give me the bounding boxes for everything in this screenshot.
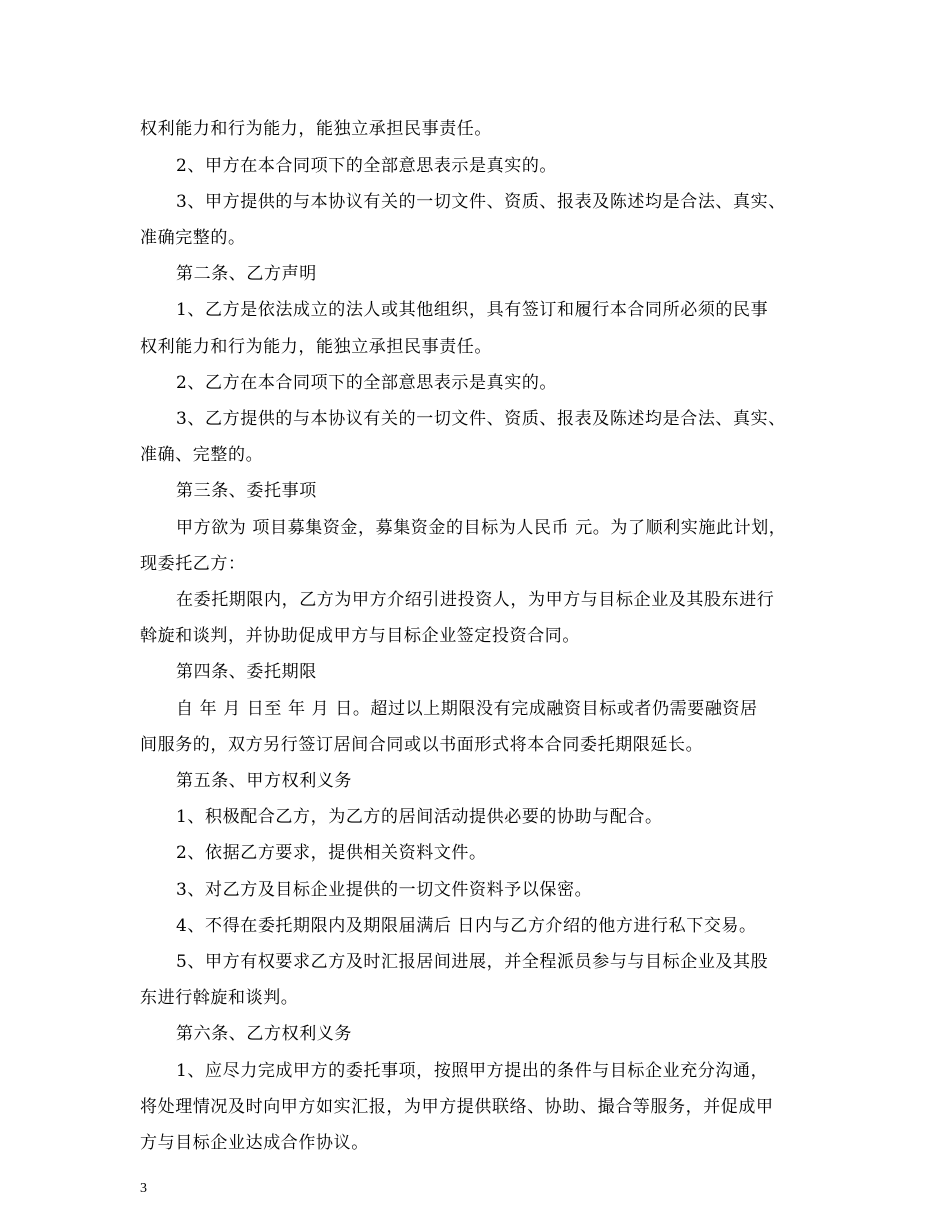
section-heading: 第六条、乙方权利义务 xyxy=(176,1024,352,1044)
section-heading: 第二条、乙方声明 xyxy=(176,264,317,284)
text-line: 3、乙方提供的与本协议有关的一切文件、资质、报表及陈述均是合法、真实、 xyxy=(176,409,786,429)
text-line: 将处理情况及时向甲方如实汇报，为甲方提供联络、协助、撮合等服务，并促成甲 xyxy=(140,1097,774,1117)
text-line: 甲方欲为 项目募集资金，募集资金的目标为人民币 元。为了顺利实施此计划， xyxy=(176,518,787,538)
text-line: 斡旋和谈判，并协助促成甲方与目标企业签定投资合同。 xyxy=(140,626,580,646)
text-line: 2、甲方在本合同项下的全部意思表示是真实的。 xyxy=(176,156,558,176)
text-line: 4、不得在委托期限内及期限届满后 日内与乙方介绍的他方进行私下交易。 xyxy=(176,916,757,936)
text-line: 5、甲方有权要求乙方及时汇报居间进展，并全程派员参与与目标企业及其股 xyxy=(176,952,769,972)
text-line: 现委托乙方： xyxy=(140,554,246,574)
text-line: 方与目标企业达成合作协议。 xyxy=(140,1133,369,1153)
text-line: 1、应尽力完成甲方的委托事项，按照甲方提出的条件与目标企业充分沟通， xyxy=(176,1061,769,1081)
text-line: 权利能力和行为能力，能独立承担民事责任。 xyxy=(140,119,492,139)
text-line: 3、对乙方及目标企业提供的一切文件资料予以保密。 xyxy=(176,880,593,900)
text-line: 1、乙方是依法成立的法人或其他组织，具有签订和履行本合同所必须的民事 xyxy=(176,300,769,320)
page-number: 3 xyxy=(140,1181,147,1196)
text-line: 准确、完整的。 xyxy=(140,445,264,465)
text-line: 准确完整的。 xyxy=(140,228,246,248)
text-line: 2、依据乙方要求，提供相关资料文件。 xyxy=(176,843,487,863)
section-heading: 第五条、甲方权利义务 xyxy=(176,771,352,791)
text-line: 自 年 月 日至 年 月 日。超过以上期限没有完成融资目标或者仍需要融资居 xyxy=(176,699,758,719)
text-line: 3、甲方提供的与本协议有关的一切文件、资质、报表及陈述均是合法、真实、 xyxy=(176,192,786,212)
text-line: 在委托期限内，乙方为甲方介绍引进投资人，为甲方与目标企业及其股东进行 xyxy=(176,590,775,610)
text-line: 权利能力和行为能力，能独立承担民事责任。 xyxy=(140,337,492,357)
text-line: 2、乙方在本合同项下的全部意思表示是真实的。 xyxy=(176,373,558,393)
section-heading: 第三条、委托事项 xyxy=(176,481,317,501)
text-line: 1、积极配合乙方，为乙方的居间活动提供必要的协助与配合。 xyxy=(176,807,663,827)
text-line: 间服务的，双方另行签订居间合同或以书面形式将本合同委托期限延长。 xyxy=(140,735,704,755)
section-heading: 第四条、委托期限 xyxy=(176,662,317,682)
text-line: 东进行斡旋和谈判。 xyxy=(140,988,299,1008)
